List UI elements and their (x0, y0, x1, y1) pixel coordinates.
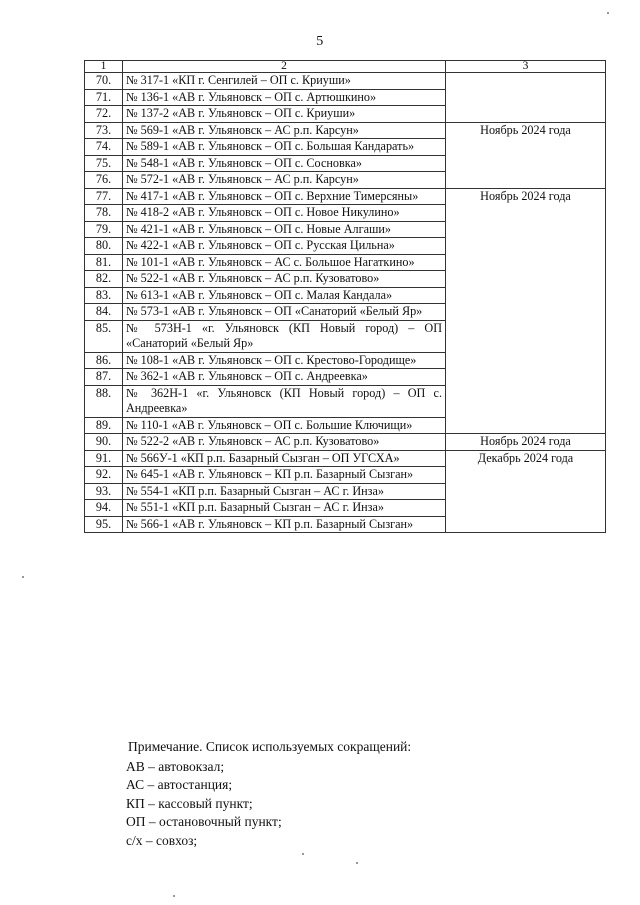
route-name: № 566У-1 «КП р.п. Базарный Сызган – ОП УГСХА» (123, 450, 446, 467)
row-number: 73. (85, 122, 123, 139)
row-number: 76. (85, 172, 123, 189)
table-header-row (85, 61, 606, 73)
row-number: 85. (85, 320, 123, 352)
scan-speck (356, 862, 358, 864)
route-name: № 422-1 «АВ г. Ульяновск – ОП с. Русская Цильна» (123, 238, 446, 255)
routes-table (84, 60, 606, 533)
row-number: 83. (85, 287, 123, 304)
route-name: № 108-1 «АВ г. Ульяновск – ОП с. Крестово-Городище» (123, 352, 446, 369)
route-name: № 362Н-1 «г. Ульяновск (КП Новый город) – ОП с. Андреевка» (123, 385, 446, 417)
column-header-period: 3 (446, 61, 606, 73)
route-name: № 417-1 «АВ г. Ульяновск – ОП с. Верхние Тимерсяны» (123, 188, 446, 205)
row-number: 79. (85, 221, 123, 238)
note-intro: Примечание. Список используемых сокращений: (128, 739, 412, 754)
page-number: 5 (316, 34, 324, 49)
row-number: 70. (85, 73, 123, 90)
table-row (85, 450, 606, 467)
route-name: № 421-1 «АВ г. Ульяновск – ОП с. Новые Алгаши» (123, 221, 446, 238)
scan-speck (173, 895, 175, 897)
row-number: 78. (85, 205, 123, 222)
row-number: 75. (85, 155, 123, 172)
route-name: № 613-1 «АВ г. Ульяновск – ОП с. Малая Кандала» (123, 287, 446, 304)
route-name: № 317-1 «КП г. Сенгилей – ОП с. Криуши» (123, 73, 446, 90)
route-name: № 522-1 «АВ г. Ульяновск – АС р.п. Кузоватово» (123, 271, 446, 288)
column-header-number: 1 (85, 61, 123, 73)
implementation-period: Ноябрь 2024 года (446, 188, 606, 434)
route-name: № 551-1 «КП р.п. Базарный Сызган – АС г. Инза» (123, 500, 446, 517)
route-name: № 136-1 «АВ г. Ульяновск – ОП с. Артюшкино» (123, 89, 446, 106)
row-number: 90. (85, 434, 123, 451)
route-name: № 554-1 «КП р.п. Базарный Сызган – АС г. Инза» (123, 483, 446, 500)
route-name: № 362-1 «АВ г. Ульяновск – ОП с. Андреевка» (123, 369, 446, 386)
row-number: 92. (85, 467, 123, 484)
row-number: 88. (85, 385, 123, 417)
route-name: № 573Н-1 «г. Ульяновск (КП Новый город) – ОП «Санаторий «Белый Яр» (123, 320, 446, 352)
row-number: 82. (85, 271, 123, 288)
row-number: 72. (85, 106, 123, 123)
scan-speck (607, 12, 609, 14)
column-header-route: 2 (123, 61, 446, 73)
route-name: № 589-1 «АВ г. Ульяновск – ОП с. Большая Кандарать» (123, 139, 446, 156)
row-number: 80. (85, 238, 123, 255)
route-name: № 566-1 «АВ г. Ульяновск – КП р.п. Базарный Сызган» (123, 516, 446, 533)
implementation-period: Декабрь 2024 года (446, 450, 606, 533)
row-number: 84. (85, 304, 123, 321)
route-name: № 110-1 «АВ г. Ульяновск – ОП с. Большие Ключищи» (123, 417, 446, 434)
table-body (85, 73, 606, 533)
implementation-period (446, 73, 606, 123)
row-number: 87. (85, 369, 123, 386)
route-name: № 572-1 «АВ г. Ульяновск – АС р.п. Карсун» (123, 172, 446, 189)
note-item: АС – автостанция; (126, 777, 233, 792)
table-row (85, 434, 606, 451)
note-item: КП – кассовый пункт; (126, 795, 253, 811)
route-name: № 418-2 «АВ г. Ульяновск – ОП с. Новое Никулино» (123, 205, 446, 222)
row-number: 91. (85, 450, 123, 467)
table-row (85, 188, 606, 205)
row-number: 86. (85, 352, 123, 369)
scan-speck (302, 853, 304, 855)
row-number: 74. (85, 139, 123, 156)
note-item: ОП – остановочный пункт; (126, 814, 282, 829)
note-item: АВ – автовокзал; (126, 758, 225, 774)
row-number: 95. (85, 516, 123, 533)
abbreviations-note (128, 738, 411, 850)
table-row (85, 73, 606, 90)
implementation-period: Ноябрь 2024 года (446, 122, 606, 188)
row-number: 81. (85, 254, 123, 271)
implementation-period: Ноябрь 2024 года (446, 434, 606, 451)
row-number: 71. (85, 89, 123, 106)
row-number: 93. (85, 483, 123, 500)
row-number: 77. (85, 188, 123, 205)
route-name: № 548-1 «АВ г. Ульяновск – ОП с. Сосновка» (123, 155, 446, 172)
note-item: с/х – совхоз; (126, 832, 198, 848)
table-row (85, 122, 606, 139)
route-name: № 645-1 «АВ г. Ульяновск – КП р.п. Базарный Сызган» (123, 467, 446, 484)
route-name: № 569-1 «АВ г. Ульяновск – АС р.п. Карсун» (123, 122, 446, 139)
row-number: 94. (85, 500, 123, 517)
scan-speck (22, 576, 24, 578)
route-name: № 573-1 «АВ г. Ульяновск – ОП «Санаторий «Белый Яр» (123, 304, 446, 321)
route-name: № 137-2 «АВ г. Ульяновск – ОП с. Криуши» (123, 106, 446, 123)
row-number: 89. (85, 417, 123, 434)
route-name: № 101-1 «АВ г. Ульяновск – АС с. Большое Нагаткино» (123, 254, 446, 271)
route-name: № 522-2 «АВ г. Ульяновск – АС р.п. Кузоватово» (123, 434, 446, 451)
